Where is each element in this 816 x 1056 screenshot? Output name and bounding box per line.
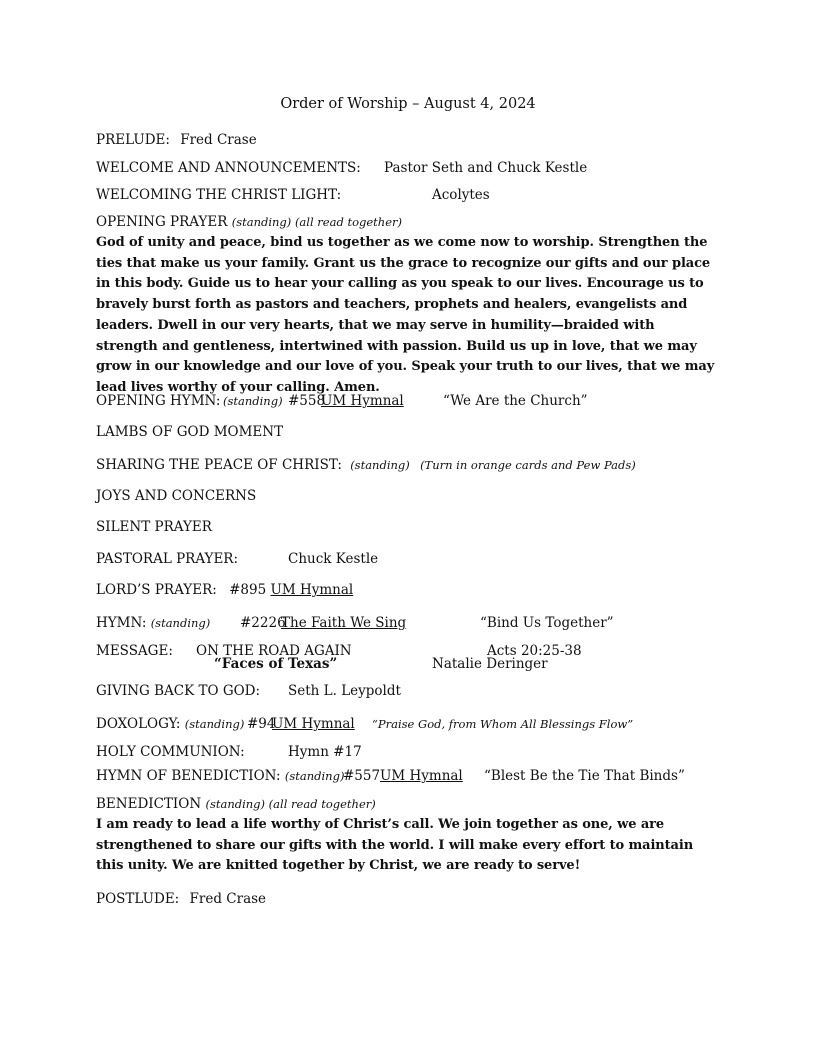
welcome-value: Pastor Seth and Chuck Kestle: [384, 160, 588, 176]
communion-value: Hymn #17: [288, 744, 362, 760]
lords-prayer-row: [96, 581, 353, 599]
opening-prayer-label: OPENING PRAYER: [96, 214, 228, 230]
lambs-row: LAMBS OF GOD MOMENT: [96, 424, 284, 440]
lords-prayer-label: LORD’S PRAYER:: [96, 582, 217, 598]
communion-label: HOLY COMMUNION:: [96, 744, 245, 760]
hymn-label: HYMN:: [96, 615, 147, 631]
doxology-label: DOXOLOGY:: [96, 716, 181, 732]
welcome-label: WELCOME AND ANNOUNCEMENTS:: [96, 160, 361, 176]
christ-light-value: Acolytes: [432, 187, 490, 203]
benediction-hymn-row: [96, 767, 344, 785]
prelude-row: [96, 131, 257, 149]
message-label: MESSAGE:: [96, 643, 173, 659]
message-title: ON THE ROAD AGAIN: [196, 643, 352, 659]
benediction-hymn-book: UM Hymnal: [380, 768, 463, 784]
postlude-value: Fred Crase: [189, 891, 267, 907]
peace-note-standing: (standing): [350, 458, 410, 472]
message-scripture: Acts 20:25-38: [487, 643, 582, 659]
message-subtitle: “Faces of Texas”: [214, 656, 338, 672]
postlude-row: [96, 890, 266, 908]
opening-prayer-text: God of unity and peace, bind us together as we come now to worship. Strengthen the ties that make us your family. Grant us the grace to recognize our gifts and our place in this body. Guide us to hear your calling as you speak to our lives. Encourage us to bravely burst forth as pastors and teachers, prophets and healers, evangelists and leaders. Dwell in our very hearts, that we may serve in humility—braided with strength and gentleness, intertwined with passion. Build us up in love, that we may grow in our knowledge and our love of you. Speak your truth to our lives, that we may lead lives worthy of your calling. Amen.: [96, 235, 715, 395]
pastoral-value: Chuck Kestle: [288, 551, 379, 567]
silent-prayer-row: SILENT PRAYER: [96, 519, 212, 535]
lords-prayer-number: #895: [229, 582, 267, 598]
benediction-hymn-label: HYMN OF BENEDICTION:: [96, 768, 281, 784]
benediction-note: (standing) (all read together): [205, 797, 376, 811]
postlude-label: POSTLUDE:: [96, 891, 180, 907]
message-speaker: Natalie Deringer: [432, 656, 548, 672]
doxology-number: #94: [247, 716, 276, 732]
doxology-song: “Praise God, from Whom All Blessings Flow”: [372, 717, 634, 731]
lords-prayer-book: UM Hymnal: [270, 582, 354, 598]
benediction-label: BENEDICTION: [96, 796, 202, 812]
giving-value: Seth L. Leypoldt: [288, 683, 401, 699]
opening-hymn-number: #558: [288, 393, 326, 409]
joys-row: JOYS AND CONCERNS: [96, 488, 257, 504]
opening-prayer-note: (standing) (all read together): [231, 215, 403, 229]
prelude-value: Fred Crase: [180, 132, 257, 148]
peace-note-cards: (Turn in orange cards and Pew Pads): [420, 458, 636, 472]
welcome-row: [96, 159, 361, 177]
communion-row: [96, 743, 245, 761]
hymn-note: (standing): [150, 616, 211, 630]
hymn-song: “Bind Us Together”: [480, 615, 614, 631]
benediction-hymn-song: “Blest Be the Tie That Binds”: [484, 768, 685, 784]
giving-row: [96, 682, 260, 700]
doxology-note: (standing): [184, 717, 245, 731]
pastoral-label: PASTORAL PRAYER:: [96, 551, 239, 567]
benediction-hymn-number: #557: [343, 768, 381, 784]
hymn-row: [96, 614, 210, 632]
pastoral-prayer-row: [96, 550, 238, 568]
doxology-row: [96, 715, 244, 733]
opening-hymn-row: [96, 392, 220, 410]
prelude-label: PRELUDE:: [96, 132, 170, 148]
page-title: Order of Worship – August 4, 2024: [280, 96, 536, 112]
peace-label: SHARING THE PEACE OF CHRIST:: [96, 457, 342, 473]
opening-hymn-note: (standing): [223, 394, 283, 408]
doxology-book: UM Hymnal: [272, 716, 355, 732]
benediction-heading: [96, 795, 376, 813]
benediction-text: I am ready to lead a life worthy of Christ’s call. We join together as one, we are strengthened to share our gifts with the world. I will make every effort to maintain this unity. We are knitted together by Christ, we are ready to serve!: [96, 817, 694, 874]
christ-light-row: [96, 186, 341, 204]
christ-light-label: WELCOMING THE CHRIST LIGHT:: [96, 187, 342, 203]
hymn-book: The Faith We Sing: [281, 615, 407, 631]
opening-prayer-heading: [96, 213, 402, 231]
hymn-number: #2226: [240, 615, 286, 631]
giving-label: GIVING BACK TO GOD:: [96, 683, 261, 699]
peace-row: [96, 456, 636, 474]
opening-hymn-song: “We Are the Church”: [443, 393, 588, 409]
benediction-hymn-note: (standing): [284, 769, 345, 783]
message-row: [96, 642, 173, 660]
opening-hymn-book: UM Hymnal: [321, 393, 404, 409]
opening-hymn-label: OPENING HYMN:: [96, 393, 221, 409]
